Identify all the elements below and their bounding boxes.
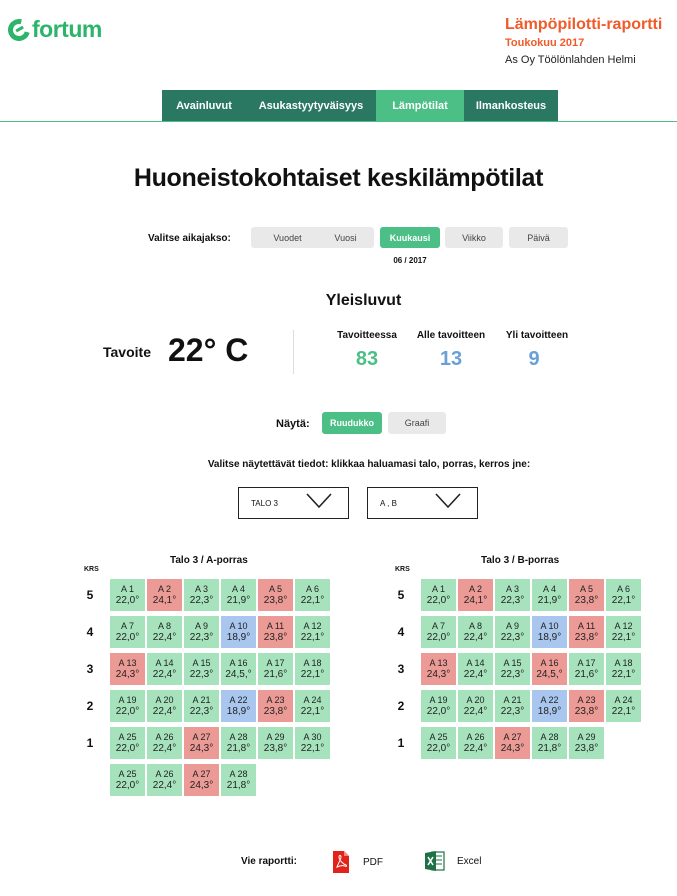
apartment-cell[interactable] <box>110 727 145 759</box>
apartment-cell[interactable] <box>569 653 604 685</box>
apartment-id: A 24 <box>303 695 322 705</box>
apartment-id: A 23 <box>266 695 285 705</box>
apartment-id: A 16 <box>540 658 559 668</box>
block-b-floor-label: 4 <box>397 625 405 639</box>
apartment-temperature: 24,3° <box>426 669 451 680</box>
apartment-id: A 6 <box>616 584 630 594</box>
apartment-id: A 25 <box>118 769 137 779</box>
apartment-cell[interactable] <box>532 579 567 611</box>
apartment-temperature: 21,6° <box>263 669 288 680</box>
apartment-temperature: 23,8° <box>263 743 288 754</box>
apartment-cell[interactable] <box>184 690 219 722</box>
apartment-cell[interactable] <box>258 579 293 611</box>
tab-lampotilat[interactable]: Lämpötilat <box>376 90 464 122</box>
apartment-temperature: 22,1° <box>300 706 325 717</box>
apartment-id: A 28 <box>229 732 248 742</box>
block-b-title: Talo 3 / B-porras <box>481 555 560 566</box>
apartment-id: A 10 <box>229 621 248 631</box>
apartment-cell[interactable] <box>421 727 456 759</box>
apartment-temperature: 22,0° <box>115 780 140 791</box>
apartment-temperature: 23,8° <box>263 632 288 643</box>
apartment-cell[interactable] <box>421 653 456 685</box>
view-label: Näytä: <box>276 418 310 430</box>
apartment-temperature: 22,1° <box>300 669 325 680</box>
fortum-logo-icon <box>4 14 34 44</box>
view-graph-button[interactable]: Graafi <box>388 412 446 434</box>
block-a-floor-label: 3 <box>86 662 94 676</box>
apartment-temperature: 22,4° <box>152 743 177 754</box>
house-dropdown-value: TALO 3 <box>251 498 278 508</box>
target-label: Tavoite <box>103 344 151 360</box>
apartment-id: A 19 <box>118 695 137 705</box>
tab-avainluvut[interactable]: Avainluvut <box>162 90 246 122</box>
apartment-cell[interactable] <box>569 579 604 611</box>
filter-instructions: Valitse näytettävät tiedot: klikkaa haluamasi talo, porras, kerros jne: <box>207 459 531 470</box>
apartment-temperature: 18,9° <box>226 632 251 643</box>
fortum-logo-text: fortum <box>32 16 102 42</box>
kpi-above-target-label: Yli tavoitteen <box>505 330 569 341</box>
apartment-id: A 26 <box>466 732 485 742</box>
report-header <box>505 16 662 66</box>
block-a-floor-label: 5 <box>86 588 94 602</box>
apartment-temperature: 22,1° <box>611 706 636 717</box>
apartment-temperature: 24,3° <box>500 743 525 754</box>
apartment-temperature: 23,8° <box>574 632 599 643</box>
apartment-cell[interactable] <box>184 727 219 759</box>
apartment-id: A 15 <box>503 658 522 668</box>
apartment-id: A 20 <box>466 695 485 705</box>
block-b-floor-header: KRS <box>395 566 410 573</box>
apartment-temperature: 18,9° <box>537 706 562 717</box>
apartment-temperature: 24,1° <box>152 595 177 606</box>
apartment-id: A 29 <box>577 732 596 742</box>
apartment-id: A 15 <box>192 658 211 668</box>
apartment-cell[interactable] <box>495 727 530 759</box>
apartment-id: A 23 <box>577 695 596 705</box>
apartment-id: A 25 <box>429 732 448 742</box>
apartment-temperature: 22,1° <box>611 669 636 680</box>
apartment-temperature: 22,4° <box>463 743 488 754</box>
period-vuodet-button[interactable]: Vuodet <box>251 227 324 248</box>
apartment-cell[interactable] <box>532 616 567 648</box>
apartment-cell[interactable] <box>421 579 456 611</box>
block-b-floor-label: 1 <box>397 736 405 750</box>
tab-ilmankosteus[interactable]: Ilmankosteus <box>464 90 558 122</box>
apartment-id: A 18 <box>303 658 322 668</box>
apartment-id: A 12 <box>614 621 633 631</box>
page-title: Huoneistokohtaiset keskilämpötilat <box>133 164 544 192</box>
apartment-cell[interactable] <box>569 690 604 722</box>
apartment-id: A 9 <box>505 621 519 631</box>
apartment-cell[interactable] <box>532 727 567 759</box>
apartment-id: A 29 <box>266 732 285 742</box>
apartment-id: A 5 <box>268 584 282 594</box>
apartment-id: A 19 <box>429 695 448 705</box>
apartment-temperature: 23,8° <box>574 706 599 717</box>
apartment-id: A 24 <box>614 695 633 705</box>
apartment-cell[interactable] <box>532 690 567 722</box>
apartment-cell[interactable] <box>569 727 604 759</box>
apartment-cell[interactable] <box>458 653 493 685</box>
apartment-cell[interactable] <box>147 616 182 648</box>
apartment-id: A 20 <box>155 695 174 705</box>
apartment-cell[interactable] <box>258 653 293 685</box>
report-title: Lämpöpilotti-raportti <box>505 16 663 33</box>
apartment-cell[interactable] <box>221 653 256 685</box>
apartment-id: A 6 <box>305 584 319 594</box>
apartment-cell[interactable] <box>147 579 182 611</box>
apartment-cell[interactable] <box>147 764 182 796</box>
apartment-id: A 26 <box>155 769 174 779</box>
apartment-temperature: 22,1° <box>300 595 325 606</box>
apartment-cell[interactable] <box>147 690 182 722</box>
apartment-id: A 1 <box>120 584 134 594</box>
apartment-cell[interactable] <box>184 616 219 648</box>
apartment-temperature: 22,4° <box>152 780 177 791</box>
apartment-id: A 1 <box>431 584 445 594</box>
chevron-down-icon <box>435 493 461 509</box>
main-nav <box>162 90 558 122</box>
nav-underline <box>0 121 677 122</box>
apartment-cell[interactable] <box>295 727 330 759</box>
apartment-id: A 8 <box>468 621 482 631</box>
apartment-id: A 4 <box>231 584 245 594</box>
fortum-logo[interactable] <box>8 16 102 43</box>
apartment-cell[interactable] <box>221 579 256 611</box>
apartment-temperature: 22,4° <box>152 632 177 643</box>
apartment-id: A 10 <box>540 621 559 631</box>
apartment-cell[interactable] <box>458 727 493 759</box>
apartment-id: A 26 <box>155 732 174 742</box>
apartment-cell[interactable] <box>221 764 256 796</box>
apartment-temperature: 22,3° <box>500 669 525 680</box>
apartment-cell[interactable] <box>606 690 641 722</box>
apartment-cell[interactable] <box>458 579 493 611</box>
chevron-down-icon <box>306 493 332 509</box>
apartment-temperature: 22,0° <box>426 632 451 643</box>
apartment-temperature: 18,9° <box>537 632 562 643</box>
report-company: As Oy Töölönlahden Helmi <box>505 54 636 66</box>
apartment-cell[interactable] <box>295 616 330 648</box>
apartment-cell[interactable] <box>458 690 493 722</box>
apartment-id: A 8 <box>157 621 171 631</box>
apartment-cell[interactable] <box>458 616 493 648</box>
apartment-id: A 27 <box>192 732 211 742</box>
apartment-id: A 13 <box>118 658 137 668</box>
block-a-floor-label: 1 <box>86 736 94 750</box>
apartment-cell[interactable] <box>147 653 182 685</box>
apartment-temperature: 22,0° <box>115 595 140 606</box>
apartment-cell[interactable] <box>110 690 145 722</box>
apartment-temperature: 22,0° <box>115 632 140 643</box>
stairs-dropdown[interactable] <box>367 487 478 519</box>
apartment-temperature: 22,0° <box>426 743 451 754</box>
apartment-temperature: 22,1° <box>300 743 325 754</box>
block-a-floor-label: 2 <box>86 699 94 713</box>
apartment-cell[interactable] <box>606 653 641 685</box>
apartment-id: A 3 <box>194 584 208 594</box>
export-pdf-button[interactable] <box>331 850 383 874</box>
kpi-on-target-label: Tavoitteessa <box>337 330 397 341</box>
apartment-id: A 21 <box>503 695 522 705</box>
block-a-floor-header: KRS <box>84 566 99 573</box>
apartment-temperature: 22,3° <box>189 706 214 717</box>
apartment-cell[interactable] <box>569 616 604 648</box>
apartment-temperature: 22,4° <box>152 706 177 717</box>
apartment-temperature: 24,1° <box>463 595 488 606</box>
apartment-cell[interactable] <box>606 579 641 611</box>
apartment-temperature: 21,8° <box>226 780 251 791</box>
apartment-id: A 27 <box>192 769 211 779</box>
export-pdf-label: PDF <box>363 856 383 868</box>
apartment-temperature: 24,3° <box>189 743 214 754</box>
apartment-cell[interactable] <box>184 764 219 796</box>
apartment-id: A 27 <box>503 732 522 742</box>
apartment-id: A 13 <box>429 658 448 668</box>
export-excel-label: Excel <box>457 855 482 867</box>
apartment-cell[interactable] <box>221 690 256 722</box>
apartment-temperature: 24,3° <box>115 669 140 680</box>
block-a-floor-label: 4 <box>86 625 94 639</box>
apartment-id: A 22 <box>229 695 248 705</box>
apartment-cell[interactable] <box>147 727 182 759</box>
apartment-cell[interactable] <box>110 764 145 796</box>
kpi-heading: Yleisluvut <box>325 292 402 309</box>
apartment-id: A 11 <box>577 621 596 631</box>
apartment-id: A 17 <box>577 658 596 668</box>
apartment-temperature: 22,0° <box>115 743 140 754</box>
apartment-id: A 4 <box>542 584 556 594</box>
apartment-cell[interactable] <box>295 690 330 722</box>
block-b-floor-label: 3 <box>397 662 405 676</box>
apartment-temperature: 21,6° <box>574 669 599 680</box>
kpi-below-target-label: Alle tavoitteen <box>416 330 486 341</box>
apartment-id: A 28 <box>540 732 559 742</box>
apartment-cell[interactable] <box>258 616 293 648</box>
pdf-icon <box>331 850 351 874</box>
apartment-temperature: 21,9° <box>537 595 562 606</box>
apartment-temperature: 21,9° <box>226 595 251 606</box>
apartment-cell[interactable] <box>606 616 641 648</box>
report-month: Toukokuu 2017 <box>505 37 585 49</box>
export-label: Vie raportti: <box>241 856 297 867</box>
kpi-divider <box>293 330 294 374</box>
apartment-temperature: 22,0° <box>426 595 451 606</box>
apartment-cell[interactable] <box>184 579 219 611</box>
period-paiva-button[interactable]: Päivä <box>509 227 568 248</box>
apartment-cell[interactable] <box>110 616 145 648</box>
apartment-cell[interactable] <box>421 690 456 722</box>
apartment-cell[interactable] <box>495 616 530 648</box>
apartment-id: A 28 <box>229 769 248 779</box>
selected-period: 06 / 2017 <box>393 256 427 265</box>
apartment-id: A 14 <box>155 658 174 668</box>
apartment-temperature: 22,3° <box>500 706 525 717</box>
apartment-id: A 21 <box>192 695 211 705</box>
apartment-temperature: 22,4° <box>463 669 488 680</box>
apartment-temperature: 18,9° <box>226 706 251 717</box>
period-vuosi-button[interactable]: Vuosi <box>317 227 374 248</box>
apartment-temperature: 22,4° <box>463 632 488 643</box>
apartment-id: A 18 <box>614 658 633 668</box>
period-label: Valitse aikajakso: <box>148 233 231 244</box>
apartment-temperature: 22,3° <box>500 632 525 643</box>
period-viikko-button[interactable]: Viikko <box>445 227 503 248</box>
apartment-temperature: 23,8° <box>263 595 288 606</box>
apartment-temperature: 22,3° <box>189 595 214 606</box>
apartment-temperature: 22,3° <box>189 669 214 680</box>
apartment-temperature: 22,3° <box>500 595 525 606</box>
block-b-floor-label: 2 <box>397 699 405 713</box>
kpi-above-target-value: 9 <box>528 348 540 370</box>
apartment-id: A 2 <box>157 584 171 594</box>
apartment-temperature: 22,1° <box>300 632 325 643</box>
apartment-temperature: 23,8° <box>574 743 599 754</box>
tab-asukastyytyvaisyys[interactable]: Asukastyytyväisyys <box>246 90 376 122</box>
apartment-cell[interactable] <box>495 690 530 722</box>
kpi-on-target-value: 83 <box>355 348 379 370</box>
apartment-cell[interactable] <box>184 653 219 685</box>
apartment-id: A 7 <box>120 621 134 631</box>
block-b-floor-label: 5 <box>397 588 405 602</box>
view-grid-button[interactable]: Ruudukko <box>322 412 382 434</box>
apartment-id: A 5 <box>579 584 593 594</box>
apartment-id: A 17 <box>266 658 285 668</box>
apartment-cell[interactable] <box>110 653 145 685</box>
block-a-title: Talo 3 / A-porras <box>170 555 248 566</box>
stairs-dropdown-value: A , B <box>380 498 397 508</box>
apartment-id: A 14 <box>466 658 485 668</box>
apartment-id: A 2 <box>468 584 482 594</box>
apartment-cell[interactable] <box>421 616 456 648</box>
apartment-id: A 11 <box>266 621 285 631</box>
apartment-temperature: 24,5,° <box>536 669 563 680</box>
export-excel-button[interactable] <box>425 850 481 872</box>
apartment-cell[interactable] <box>495 653 530 685</box>
apartment-temperature: 21,8° <box>537 743 562 754</box>
apartment-temperature: 21,8° <box>226 743 251 754</box>
apartment-temperature: 22,0° <box>115 706 140 717</box>
apartment-cell[interactable] <box>258 727 293 759</box>
apartment-cell[interactable] <box>110 579 145 611</box>
apartment-id: A 7 <box>431 621 445 631</box>
apartment-cell[interactable] <box>532 653 567 685</box>
house-dropdown[interactable] <box>238 487 349 519</box>
period-kuukausi-button[interactable]: Kuukausi <box>380 227 440 248</box>
apartment-id: A 9 <box>194 621 208 631</box>
kpi-below-target-value: 13 <box>439 348 463 370</box>
apartment-cell[interactable] <box>295 653 330 685</box>
apartment-id: A 3 <box>505 584 519 594</box>
apartment-id: A 16 <box>229 658 248 668</box>
excel-icon <box>425 850 445 872</box>
apartment-temperature: 22,0° <box>426 706 451 717</box>
apartment-temperature: 22,4° <box>463 706 488 717</box>
apartment-id: A 12 <box>303 621 322 631</box>
apartment-cell[interactable] <box>295 579 330 611</box>
apartment-temperature: 23,8° <box>263 706 288 717</box>
apartment-temperature: 22,1° <box>611 632 636 643</box>
apartment-temperature: 22,4° <box>152 669 177 680</box>
apartment-id: A 22 <box>540 695 559 705</box>
apartment-id: A 25 <box>118 732 137 742</box>
apartment-cell[interactable] <box>495 579 530 611</box>
apartment-temperature: 22,3° <box>189 632 214 643</box>
apartment-cell[interactable] <box>258 690 293 722</box>
apartment-id: A 30 <box>303 732 322 742</box>
apartment-temperature: 23,8° <box>574 595 599 606</box>
apartment-temperature: 22,1° <box>611 595 636 606</box>
apartment-cell[interactable] <box>221 727 256 759</box>
apartment-temperature: 24,5,° <box>225 669 252 680</box>
target-value: 22° C <box>168 332 249 368</box>
apartment-cell[interactable] <box>221 616 256 648</box>
apartment-temperature: 24,3° <box>189 780 214 791</box>
